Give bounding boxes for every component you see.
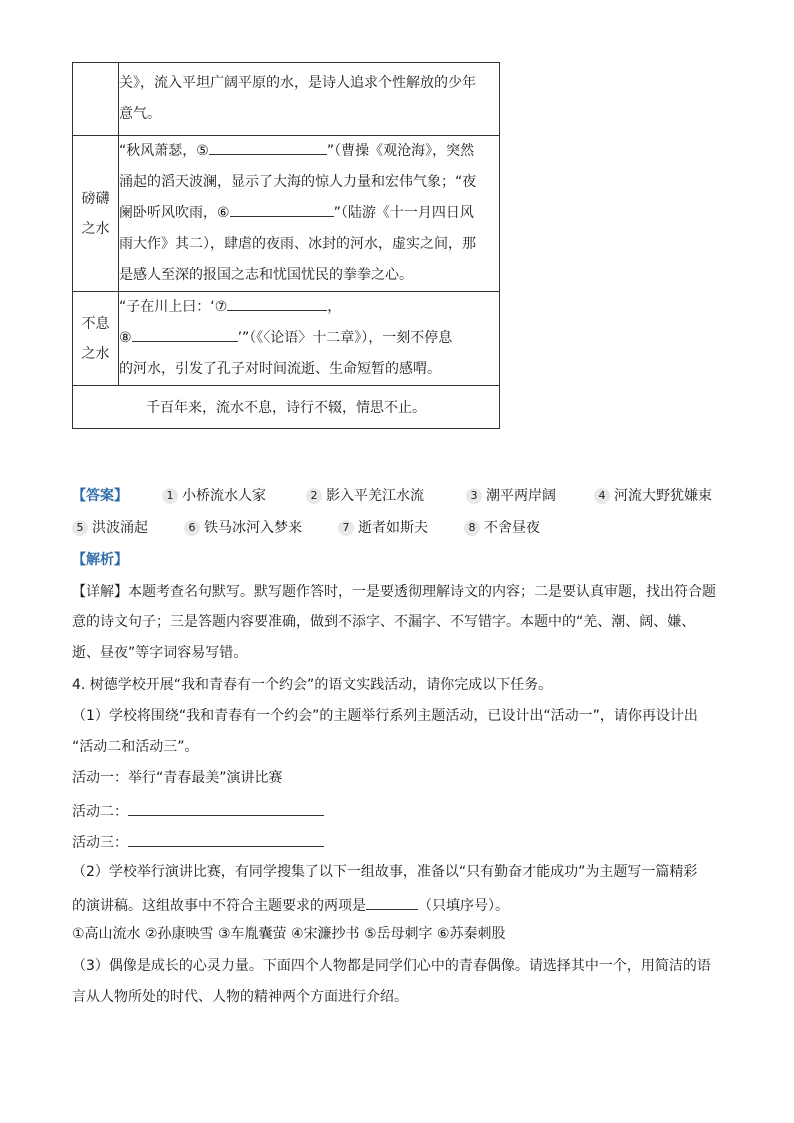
table-body-cell bbox=[119, 63, 500, 136]
table-line: ⑧ ’”（《〈论语〉十二章》），一刻不停息 bbox=[119, 323, 499, 354]
answer-item: 4 河流大野犹嫌束 bbox=[594, 486, 712, 506]
analysis-label: 【解析】 bbox=[72, 552, 128, 568]
side-label: 磅礴 bbox=[81, 190, 110, 207]
answer-item: 8 不舍昼夜 bbox=[464, 518, 540, 538]
fill-blank bbox=[128, 830, 324, 847]
question-title: 4. 树德学校开展“我和青春有一个约会”的语文实践活动，请你完成以下任务。 bbox=[72, 677, 553, 693]
activity-line: 活动三： bbox=[72, 830, 324, 853]
table-line: 意气。 bbox=[119, 106, 161, 122]
answer-item: 2 影入平羌江水流 bbox=[306, 486, 424, 506]
answer-item: 3 潮平两岸阔 bbox=[466, 486, 556, 506]
table-row bbox=[73, 63, 500, 136]
table-line: 雨大作》其二），肆虐的夜雨、冰封的河水，虚实之间，那 bbox=[119, 236, 476, 252]
table-line: 是感人至深的报国之志和忧国忧民的拳拳之心。 bbox=[119, 267, 413, 283]
table-row bbox=[73, 292, 500, 386]
poetry-table bbox=[72, 62, 500, 429]
table-side-cell bbox=[73, 63, 119, 136]
answer-item: 7 逝者如斯夫 bbox=[338, 518, 428, 538]
fill-blank bbox=[230, 200, 334, 217]
table-row bbox=[73, 386, 500, 429]
question-text: “活动二和活动三”。 bbox=[72, 739, 199, 755]
fill-blank bbox=[366, 893, 418, 910]
table-side-cell bbox=[73, 136, 119, 292]
table-line: “子在川上曰：‘⑦ ， bbox=[119, 292, 499, 323]
fill-blank bbox=[209, 138, 327, 155]
answer-label: 【答案】 bbox=[72, 488, 128, 504]
story-list: ①高山流水 ②孙康映雪 ③车胤囊萤 ④宋濂抄书 ⑤岳母刺字 ⑥苏秦刺股 bbox=[72, 926, 506, 942]
table-body-cell bbox=[119, 136, 500, 292]
table-side-cell bbox=[73, 292, 119, 386]
question-text: 的演讲稿。这组故事中不符合主题要求的两项是 （只填序号）。 bbox=[72, 893, 509, 916]
analysis-line: 意的诗文句子；三是答题内容要准确，做到不添字、不漏字、不写错字。本题中的“羌、潮、阔、嫌、 bbox=[72, 614, 696, 630]
table-footer: 千百年来，流水不息，诗行不辍，情思不止。 bbox=[73, 386, 500, 429]
answer-item: 6 铁马冰河入梦来 bbox=[184, 518, 302, 538]
table-row bbox=[73, 136, 500, 292]
answer-item: 5 洪波涌起 bbox=[72, 518, 148, 538]
analysis-line: 【详解】本题考查名句默写。默写题作答时，一是要透彻理解诗文的内容；二是要认真审题，找出符合题 bbox=[72, 584, 716, 600]
table-line: 关》，流入平坦广阔平原的水，是诗人追求个性解放的少年 bbox=[119, 75, 476, 91]
table-line: “秋风萧瑟，⑤ ”（曹操《观沧海》，突然 bbox=[119, 136, 499, 167]
table-body-cell bbox=[119, 292, 500, 386]
side-label: 不息 bbox=[81, 315, 110, 332]
question-text: （1）学校将围绕“我和青春有一个约会”的主题举行系列主题活动，已设计出“活动一”，请你再设计出 bbox=[72, 708, 698, 724]
question-text: （2）学校举行演讲比赛，有同学搜集了以下一组故事，准备以“只有勤奋才能成功”为主题写一篇精彩 bbox=[72, 864, 698, 880]
answer-item: 1 小桥流水人家 bbox=[162, 486, 266, 506]
fill-blank bbox=[227, 294, 327, 311]
table-line: 涌起的滔天波澜，显示了大海的惊人力量和宏伟气象；“夜 bbox=[119, 174, 477, 190]
activity-line: 活动一：举行“青春最美”演讲比赛 bbox=[72, 770, 283, 786]
question-text: 言从人物所处的时代、人物的精神两个方面进行介绍。 bbox=[72, 989, 408, 1005]
fill-blank bbox=[128, 799, 324, 816]
table-line: 的河水，引发了孔子对时间流逝、生命短暂的感喟。 bbox=[119, 361, 441, 377]
side-label: 之水 bbox=[81, 220, 110, 237]
side-label: 之水 bbox=[81, 345, 110, 362]
table-line: 阑卧听风吹雨，⑥ ”（陆游《十一月四日风 bbox=[119, 198, 499, 229]
activity-line: 活动二： bbox=[72, 799, 324, 822]
question-text: （3）偶像是成长的心灵力量。下面四个人物都是同学们心中的青春偶像。请选择其中一个，用简洁的语 bbox=[72, 958, 711, 974]
fill-blank bbox=[132, 325, 238, 342]
analysis-line: 逝、昼夜”等字词容易写错。 bbox=[72, 645, 248, 661]
